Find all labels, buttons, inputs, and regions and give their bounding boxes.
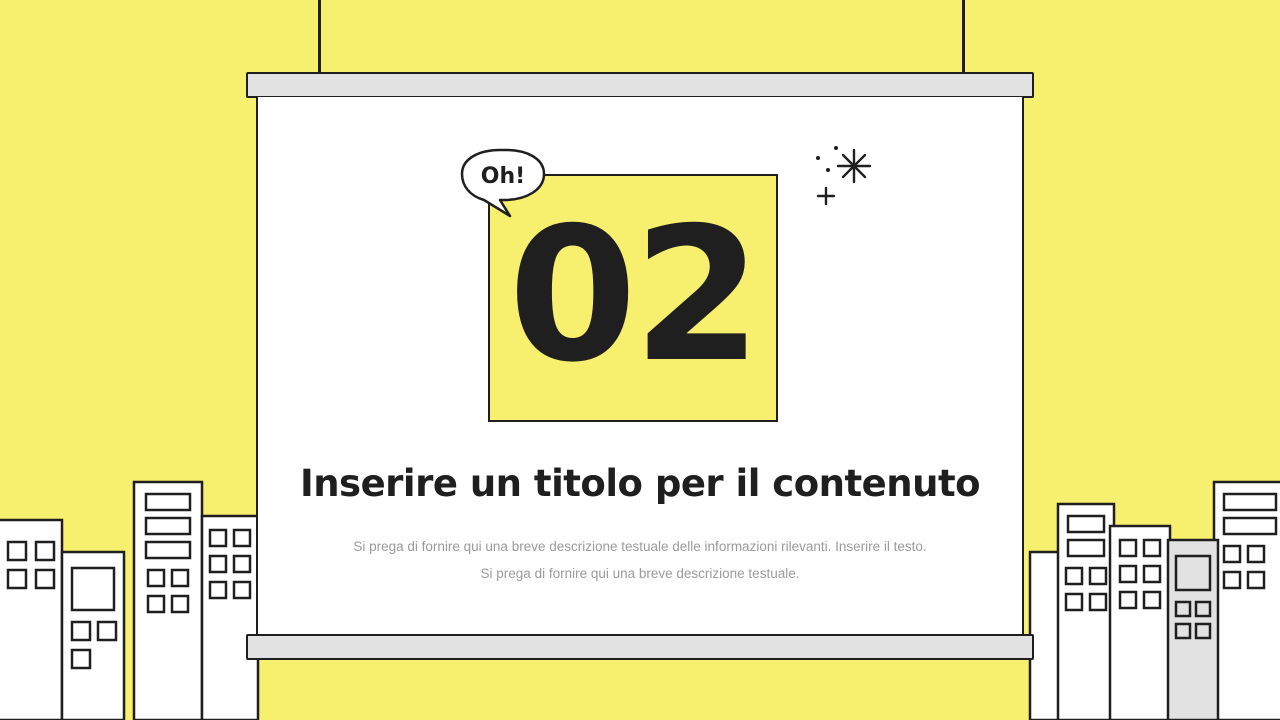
screen-bottom-bar bbox=[246, 634, 1034, 660]
screen-hanger-left bbox=[318, 0, 321, 80]
slide-description bbox=[330, 533, 950, 587]
sparkle-icon bbox=[806, 140, 886, 215]
speech-bubble-text: Oh! bbox=[480, 163, 526, 189]
page-title: Inserire un titolo per il contenuto bbox=[299, 462, 981, 505]
screen-top-bar bbox=[246, 72, 1034, 98]
slide-description-line-1: Si prega di fornire qui una breve descrizione testuale delle informazioni rilevanti. Inserire il testo. bbox=[353, 539, 927, 554]
speech-bubble bbox=[458, 148, 558, 220]
section-number: 02 bbox=[508, 186, 758, 403]
slide-description-line-2: Si prega di fornire qui una breve descrizione testuale. bbox=[480, 566, 800, 581]
screen-hanger-right bbox=[962, 0, 965, 80]
